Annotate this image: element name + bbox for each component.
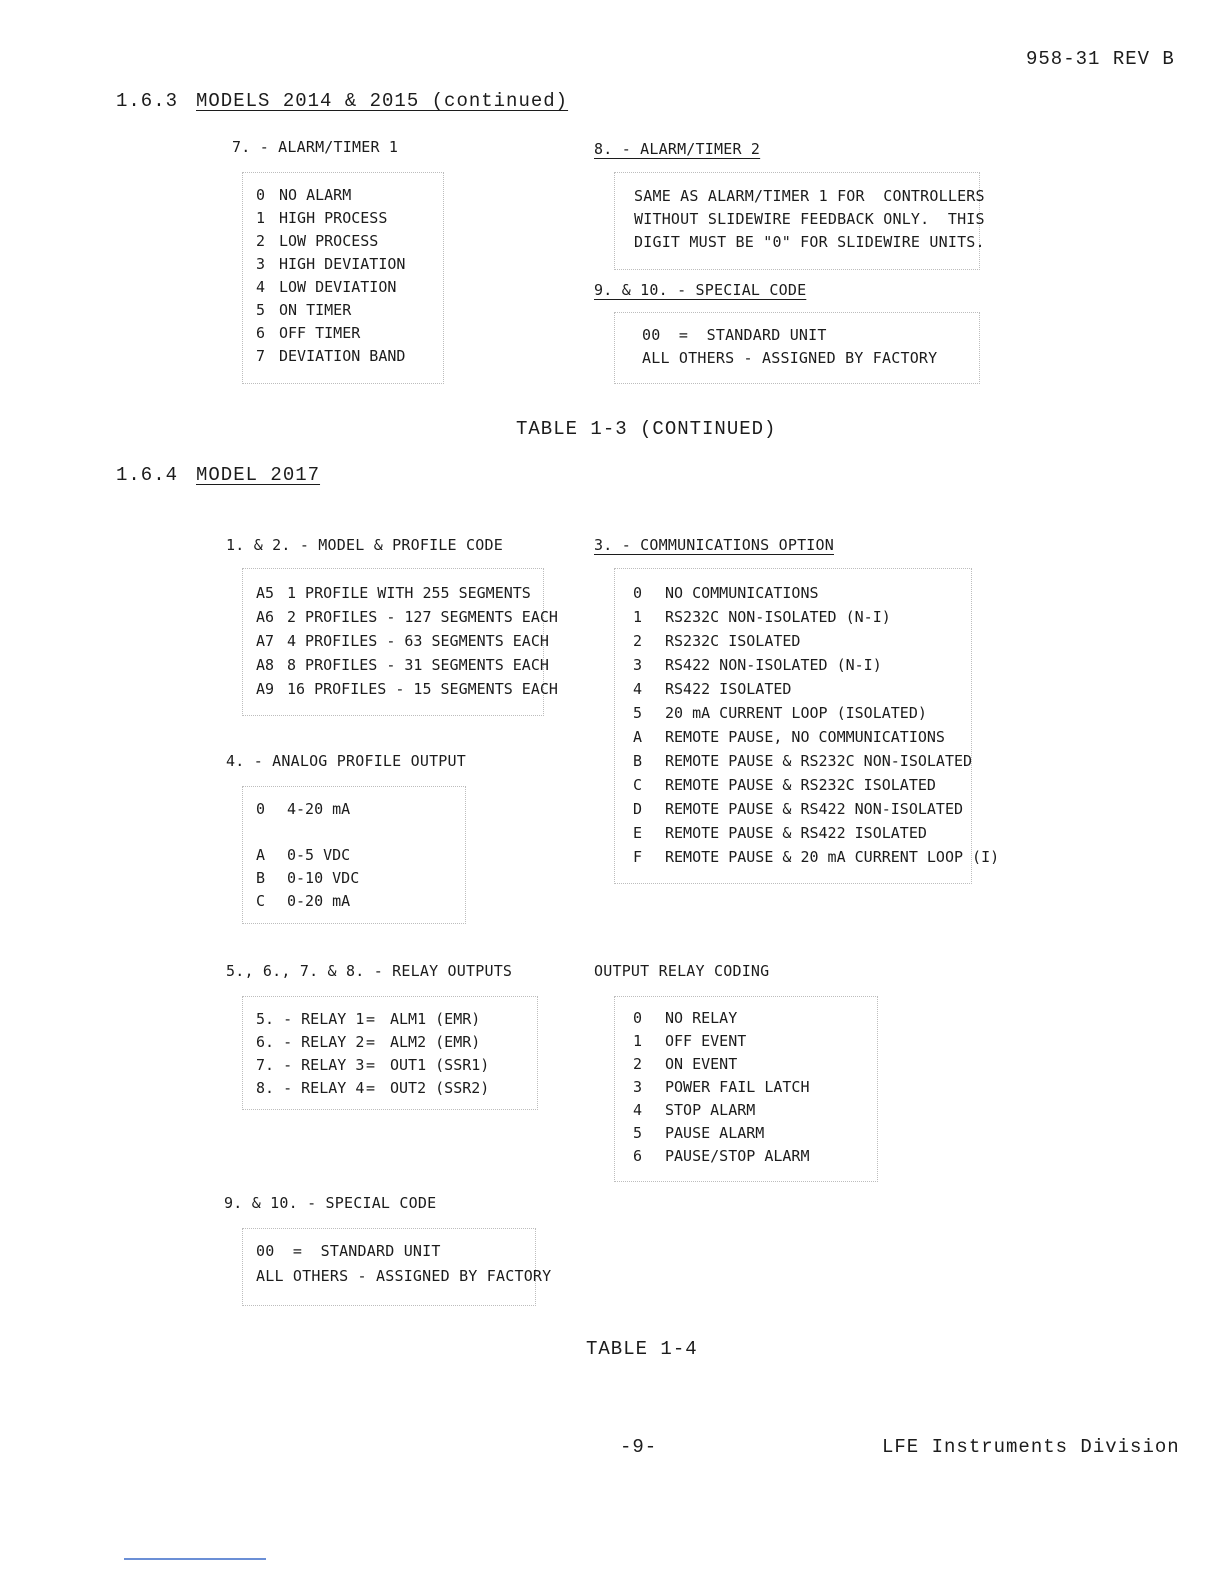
section-title: MODELS 2014 & 2015 (continued) bbox=[196, 90, 569, 112]
profile-code-code: A6 bbox=[256, 608, 275, 626]
analog-output-heading: 4. - ANALOG PROFILE OUTPUT bbox=[226, 752, 466, 770]
communications-code: 3 bbox=[633, 656, 643, 674]
relay-output: ALM1 (EMR) bbox=[390, 1010, 481, 1028]
table-caption: TABLE 1-3 (CONTINUED) bbox=[516, 418, 777, 440]
special-code-box bbox=[614, 312, 980, 384]
document-reference: 958-31 REV B bbox=[1026, 48, 1175, 70]
section-title: MODEL 2017 bbox=[196, 464, 321, 486]
profile-code-code: A9 bbox=[256, 680, 275, 698]
section-number: 1.6.4 bbox=[116, 464, 179, 486]
scan-artifact-line bbox=[124, 1558, 266, 1560]
analog-output-code: B bbox=[256, 869, 266, 887]
alarm-timer-1-description: ON TIMER bbox=[279, 301, 352, 319]
relay-coding-description: STOP ALARM bbox=[665, 1101, 756, 1119]
profile-code-description: 1 PROFILE WITH 255 SEGMENTS bbox=[287, 584, 531, 602]
relay-coding-description: NO RELAY bbox=[665, 1009, 738, 1027]
alarm-timer-1-code: 1 bbox=[256, 209, 266, 227]
alarm-timer-1-description: LOW DEVIATION bbox=[279, 278, 397, 296]
communications-description: REMOTE PAUSE & RS232C ISOLATED bbox=[665, 776, 936, 794]
analog-output-table bbox=[242, 786, 466, 924]
relay-equals: = bbox=[366, 1033, 376, 1051]
communications-description: RS232C NON-ISOLATED (N-I) bbox=[665, 608, 891, 626]
relay-coding-code: 2 bbox=[633, 1055, 643, 1073]
profile-code-code: A8 bbox=[256, 656, 275, 674]
special-code-heading: 9. & 10. - SPECIAL CODE bbox=[224, 1194, 437, 1212]
profile-code-description: 4 PROFILES - 63 SEGMENTS EACH bbox=[287, 632, 549, 650]
special-code-heading: 9. & 10. - SPECIAL CODE bbox=[594, 281, 807, 299]
alarm-timer-1-code: 0 bbox=[256, 186, 266, 204]
alarm-timer-1-code: 2 bbox=[256, 232, 266, 250]
alarm-timer-1-description: LOW PROCESS bbox=[279, 232, 379, 250]
relay-output: OUT2 (SSR2) bbox=[390, 1079, 490, 1097]
communications-code: D bbox=[633, 800, 643, 818]
communications-description: RS422 NON-ISOLATED (N-I) bbox=[665, 656, 882, 674]
communications-description: REMOTE PAUSE, NO COMMUNICATIONS bbox=[665, 728, 945, 746]
alarm-timer-2-line: SAME AS ALARM/TIMER 1 FOR CONTROLLERS bbox=[634, 187, 985, 205]
analog-output-code: A bbox=[256, 846, 266, 864]
profile-code-code: A7 bbox=[256, 632, 275, 650]
special-code-line: ALL OTHERS - ASSIGNED BY FACTORY bbox=[642, 349, 938, 367]
communications-description: REMOTE PAUSE & 20 mA CURRENT LOOP (I) bbox=[665, 848, 1000, 866]
relay-coding-code: 4 bbox=[633, 1101, 643, 1119]
communications-description: REMOTE PAUSE & RS422 NON-ISOLATED bbox=[665, 800, 964, 818]
relay-label: 5. - RELAY 1 bbox=[256, 1010, 365, 1028]
alarm-timer-1-code: 4 bbox=[256, 278, 266, 296]
communications-code: 4 bbox=[633, 680, 643, 698]
relay-output: ALM2 (EMR) bbox=[390, 1033, 481, 1051]
communications-code: C bbox=[633, 776, 643, 794]
table-caption: TABLE 1-4 bbox=[586, 1338, 698, 1360]
relay-coding-description: OFF EVENT bbox=[665, 1032, 747, 1050]
relay-outputs-heading: 5., 6., 7. & 8. - RELAY OUTPUTS bbox=[226, 962, 513, 980]
alarm-timer-1-code: 6 bbox=[256, 324, 266, 342]
relay-coding-description: ON EVENT bbox=[665, 1055, 738, 1073]
relay-label: 7. - RELAY 3 bbox=[256, 1056, 365, 1074]
analog-output-description: 0-5 VDC bbox=[287, 846, 351, 864]
communications-code: E bbox=[633, 824, 643, 842]
alarm-timer-1-description: HIGH DEVIATION bbox=[279, 255, 406, 273]
relay-label: 8. - RELAY 4 bbox=[256, 1079, 365, 1097]
relay-label: 6. - RELAY 2 bbox=[256, 1033, 365, 1051]
alarm-timer-2-heading: 8. - ALARM/TIMER 2 bbox=[594, 140, 761, 158]
relay-coding-description: PAUSE/STOP ALARM bbox=[665, 1147, 810, 1165]
communications-description: REMOTE PAUSE & RS232C NON-ISOLATED bbox=[665, 752, 973, 770]
alarm-timer-1-code: 5 bbox=[256, 301, 266, 319]
relay-coding-description: POWER FAIL LATCH bbox=[665, 1078, 810, 1096]
communications-description: NO COMMUNICATIONS bbox=[665, 584, 819, 602]
communications-heading: 3. - COMMUNICATIONS OPTION bbox=[594, 536, 834, 554]
communications-code: B bbox=[633, 752, 643, 770]
special-code-line: 00 = STANDARD UNIT bbox=[642, 326, 827, 344]
analog-output-description: 4-20 mA bbox=[287, 800, 351, 818]
communications-description: REMOTE PAUSE & RS422 ISOLATED bbox=[665, 824, 927, 842]
relay-coding-code: 3 bbox=[633, 1078, 643, 1096]
alarm-timer-1-code: 7 bbox=[256, 347, 266, 365]
alarm-timer-1-heading: 7. - ALARM/TIMER 1 bbox=[232, 138, 399, 156]
profile-code-code: A5 bbox=[256, 584, 275, 602]
profile-code-heading: 1. & 2. - MODEL & PROFILE CODE bbox=[226, 536, 503, 554]
communications-code: 0 bbox=[633, 584, 643, 602]
relay-equals: = bbox=[366, 1010, 376, 1028]
analog-output-description: 0-10 VDC bbox=[287, 869, 360, 887]
relay-coding-code: 1 bbox=[633, 1032, 643, 1050]
alarm-timer-2-line: WITHOUT SLIDEWIRE FEEDBACK ONLY. THIS bbox=[634, 210, 985, 228]
analog-output-description: 0-20 mA bbox=[287, 892, 351, 910]
relay-coding-code: 5 bbox=[633, 1124, 643, 1142]
alarm-timer-1-description: HIGH PROCESS bbox=[279, 209, 388, 227]
communications-code: 2 bbox=[633, 632, 643, 650]
special-code-line: ALL OTHERS - ASSIGNED BY FACTORY bbox=[256, 1267, 552, 1285]
communications-code: 1 bbox=[633, 608, 643, 626]
relay-coding-code: 6 bbox=[633, 1147, 643, 1165]
alarm-timer-1-description: NO ALARM bbox=[279, 186, 352, 204]
alarm-timer-1-description: DEVIATION BAND bbox=[279, 347, 406, 365]
relay-coding-description: PAUSE ALARM bbox=[665, 1124, 765, 1142]
profile-code-description: 16 PROFILES - 15 SEGMENTS EACH bbox=[287, 680, 558, 698]
analog-output-code: C bbox=[256, 892, 266, 910]
page-number: -9- bbox=[620, 1436, 658, 1458]
relay-coding-code: 0 bbox=[633, 1009, 643, 1027]
alarm-timer-1-code: 3 bbox=[256, 255, 266, 273]
analog-output-code: 0 bbox=[256, 800, 266, 818]
communications-description: RS422 ISOLATED bbox=[665, 680, 792, 698]
relay-output: OUT1 (SSR1) bbox=[390, 1056, 490, 1074]
section-number: 1.6.3 bbox=[116, 90, 179, 112]
profile-code-description: 2 PROFILES - 127 SEGMENTS EACH bbox=[287, 608, 558, 626]
relay-coding-heading: OUTPUT RELAY CODING bbox=[594, 962, 770, 980]
profile-code-description: 8 PROFILES - 31 SEGMENTS EACH bbox=[287, 656, 549, 674]
communications-code: F bbox=[633, 848, 643, 866]
communications-description: 20 mA CURRENT LOOP (ISOLATED) bbox=[665, 704, 927, 722]
special-code-line: 00 = STANDARD UNIT bbox=[256, 1242, 441, 1260]
alarm-timer-2-line: DIGIT MUST BE "0" FOR SLIDEWIRE UNITS. bbox=[634, 233, 985, 251]
relay-equals: = bbox=[366, 1079, 376, 1097]
relay-equals: = bbox=[366, 1056, 376, 1074]
company-name: LFE Instruments Division bbox=[882, 1436, 1180, 1458]
communications-code: A bbox=[633, 728, 643, 746]
alarm-timer-1-description: OFF TIMER bbox=[279, 324, 361, 342]
communications-description: RS232C ISOLATED bbox=[665, 632, 801, 650]
communications-code: 5 bbox=[633, 704, 643, 722]
